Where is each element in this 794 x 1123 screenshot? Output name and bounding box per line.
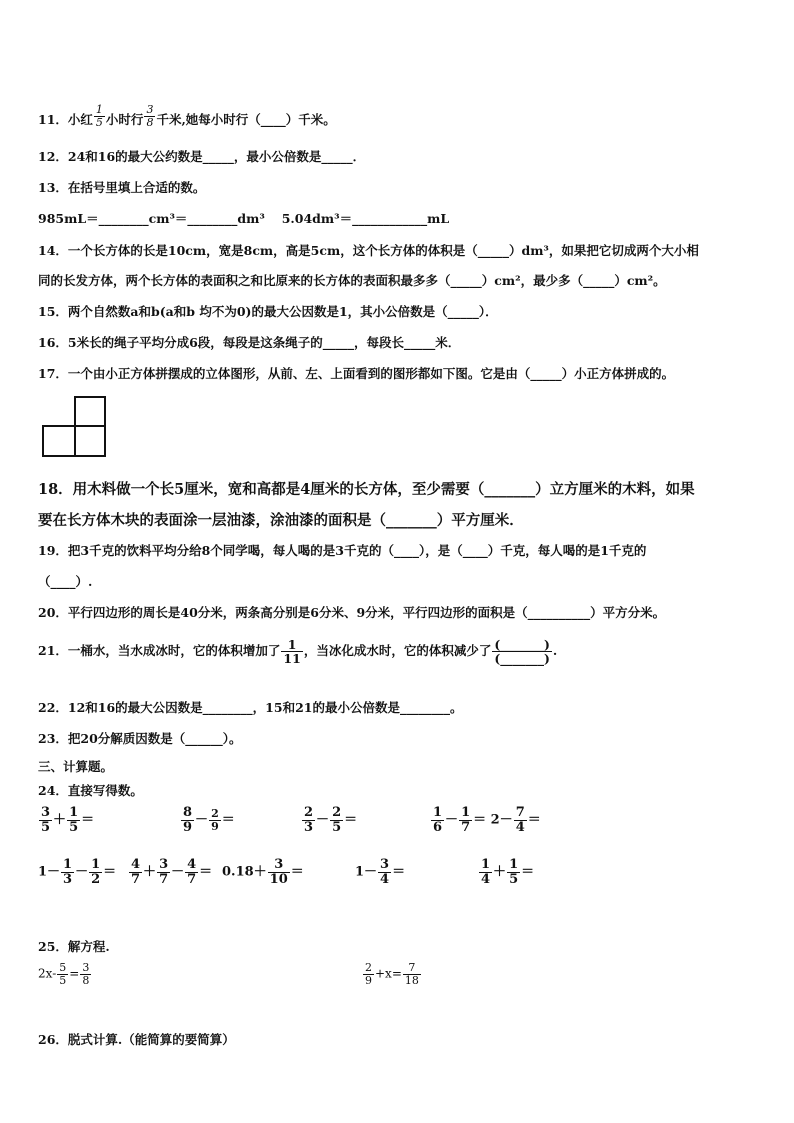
calc-9: $\frac{1}{4}$ ＋ $\frac{1}{5}$ ＝ — [481, 857, 535, 887]
question-21: 21．一桶水，当水成冰时，它的体积增加了 $\frac{1}{11}$ ，当冰化成水时，它的体积减少了 $\frac{(\_\_\_\_\_\_\_)}{(\_\_\_\_\_\_\_)}$ . — [38, 637, 558, 667]
question-22: 22．12和16的最大公因数是________，15和21的最小公倍数是________。 — [38, 700, 463, 715]
question-18-line1: 18．用木料做一个长5厘米，宽和高都是4厘米的长方体，至少需要（_______）立方厘米的木料，如果 — [38, 481, 695, 498]
question-20: 20．平行四边形的周长是40分米，两条高分别是6分米、9分米，平行四边形的面积是（__________）平方分米。 — [38, 605, 666, 620]
fraction: $\frac{1}{5}$ — [95, 103, 103, 129]
question-17: 17．一个由小正方体拼摆成的立体图形，从前、左、上面看到的图形都如下图。它是由（_____）小正方体拼成的。 — [38, 366, 675, 381]
calc-2: $\frac{8}{9}$ － $\frac{2}{9}$ ＝ — [183, 805, 235, 835]
fraction-blank: $\frac{(\_\_\_\_\_\_\_)}{(\_\_\_\_\_\_\_)}$ — [494, 637, 550, 667]
question-14-line2: 同的长发方体，两个长方体的表面积之和比原来的长方体的表面积最多多（_____）cm²，最少多（_____）cm²。 — [38, 273, 666, 288]
question-11: 11．小红 $\frac{1}{5}$ 小时行 $\frac{3}{8}$ 千米,她每小时行（____）千米。 — [38, 103, 336, 129]
calc-3: $\frac{2}{3}$ － $\frac{2}{5}$ ＝ — [304, 805, 358, 835]
question-26: 26．脱式计算.（能简算的要简算） — [38, 1032, 235, 1047]
equation-2: $\frac{2}{9}$ +x= $\frac{7}{18}$ — [365, 961, 419, 987]
calc-5: 1－ $\frac{1}{3}$ － $\frac{1}{2}$ ＝ — [38, 857, 117, 887]
equation-1: 2x- $\frac{5}{5}$ = $\frac{3}{8}$ — [38, 961, 90, 987]
calc-7: 0.18＋ $\frac{3}{10}$ ＝ — [222, 857, 304, 887]
question-13: 13．在括号里填上合适的数。 — [38, 180, 206, 195]
question-15: 15．两个自然数a和b(a和b 均不为0)的最大公因数是1，其小公倍数是（_____）． — [38, 304, 498, 319]
calc-8: 1－ $\frac{3}{4}$ ＝ — [355, 857, 406, 887]
question-19-line1: 19．把3千克的饮料平均分给8个同学喝，每人喝的是3千克的（____），是（____）千克，每人喝的是1千克的 — [38, 543, 647, 558]
question-16: 16．5米长的绳子平均分成6段，每段是这条绳子的_____，每段长_____米． — [38, 335, 461, 350]
question-18-line2: 要在长方体木块的表面涂一层油漆，涂油漆的面积是（_______）平方厘米． — [38, 512, 524, 529]
question-25: 25．解方程. — [38, 939, 110, 954]
fraction: $\frac{3}{8}$ — [146, 103, 154, 129]
cube-top — [74, 396, 106, 427]
cube-bottom-right — [74, 425, 106, 457]
calc-4: $\frac{1}{6}$ － $\frac{1}{7}$ ＝ 2－ $\frac{7}{4}$ ＝ — [433, 805, 541, 835]
cube-figure — [42, 396, 108, 458]
section-3-heading: 三、计算题。 — [38, 759, 114, 774]
question-13-blanks: 985mL＝________cm³＝________dm³ 5.04dm³＝____________mL — [38, 211, 450, 226]
question-12: 12．24和16的最大公约数是_____，最小公倍数是_____． — [38, 149, 366, 164]
calc-6: $\frac{4}{7}$ ＋ $\frac{3}{7}$ － $\frac{4}{7}$ ＝ — [131, 857, 213, 887]
question-14-line1: 14．一个长方体的长是10cm，宽是8cm，高是5cm，这个长方体的体积是（_____）dm³，如果把它切成两个大小相 — [38, 243, 699, 258]
question-23: 23．把20分解质因数是（______）。 — [38, 731, 242, 746]
question-24: 24．直接写得数。 — [38, 783, 143, 798]
question-19-line2: （____）. — [38, 574, 93, 589]
calc-1: $\frac{3}{5}$ ＋ $\frac{1}{5}$ ＝ — [41, 805, 95, 835]
fraction: $\frac{1}{11}$ — [283, 637, 301, 667]
cube-bottom-left — [42, 425, 76, 457]
